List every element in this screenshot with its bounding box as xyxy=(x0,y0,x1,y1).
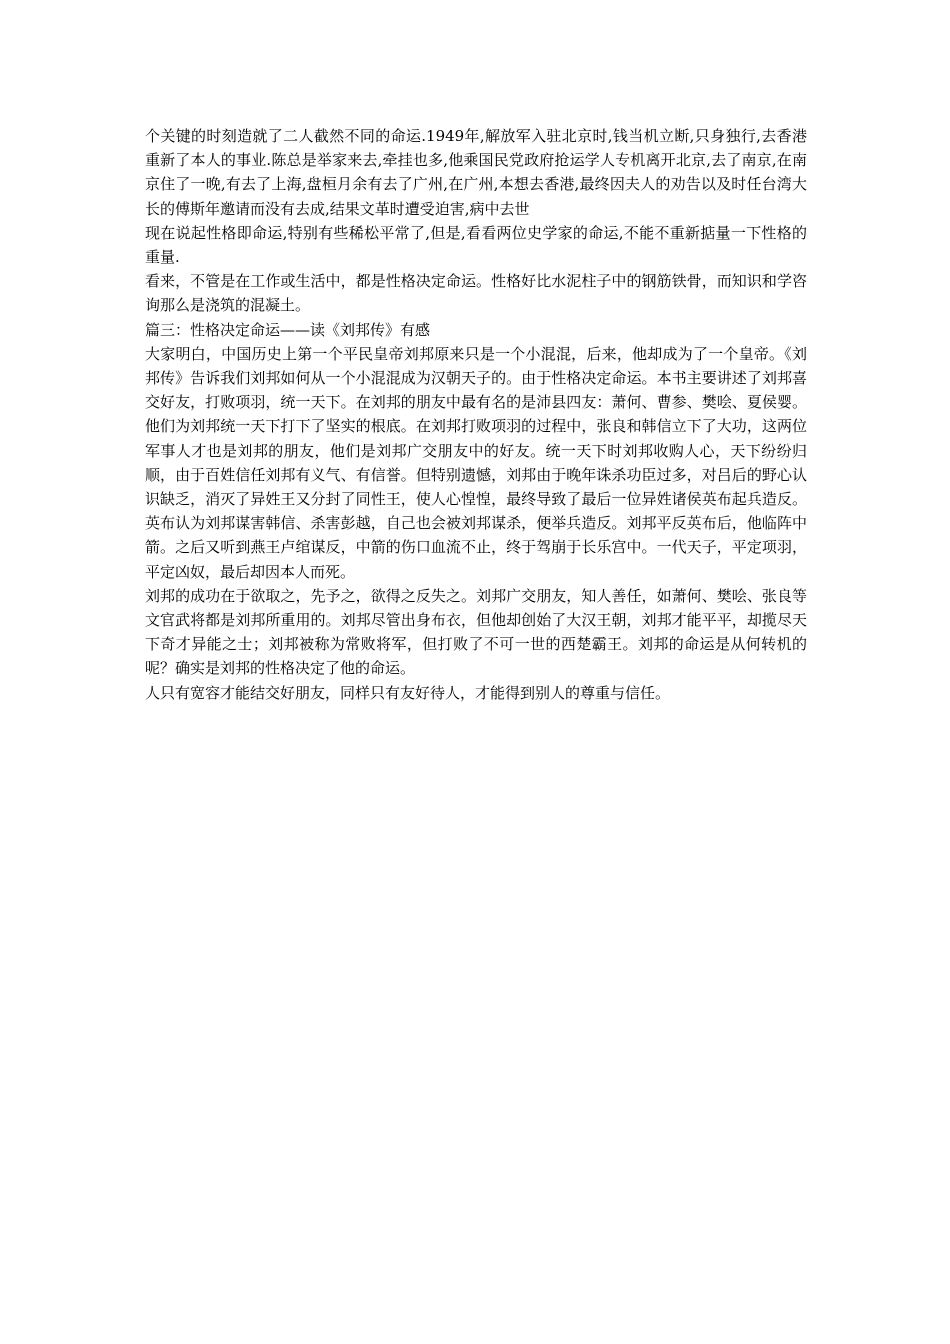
paragraph-character-decides-fate: 看来，不管是在工作或生活中，都是性格决定命运。性格好比水泥柱子中的钢筋铁骨，而知识和学咨询那么是浇筑的混凝土。 xyxy=(145,272,807,315)
paragraph-liu-bang-story: 大家明白，中国历史上第一个平民皇帝刘邦原来只是一个小混混，后来，他却成为了一个皇帝。《刘邦传》告诉我们刘邦如何从一个小混混成为汉朝天子的。由于性格决定命运。本书主要讲述了刘邦喜交好友，打败项羽，统一天下。在刘邦的朋友中最有名的是沛县四友：萧何、曹参、樊哙、夏侯婴。他们为刘邦统一天下打下了坚实的根底。在刘邦打败项羽的过程中，张良和韩信立下了大功，这两位军事人才也是刘邦的朋友，他们是刘邦广交朋友中的好友。统一天下时刘邦收购人心，天下纷纷归顺，由于百姓信任刘邦有义气、有信誉。但特别遗憾，刘邦由于晚年诛杀功臣过多，对吕后的野心认识缺乏，消灭了异姓王又分封了同性王，使人心惶惶，最终导致了最后一位异姓诸侯英布起兵造反。英布认为刘邦谋害韩信、杀害彭越，自己也会被刘邦谋杀，便举兵造反。刘邦平反英布后，他临阵中箭。之后又听到燕王卢绾谋反，中箭的伤口血流不止，终于驾崩于长乐宫中。一代天子，平定项羽，平定凶奴，最后却因本人而死。 xyxy=(145,344,807,581)
paragraph-conclusion: 人只有宽容才能结交好朋友，同样只有友好待人，才能得到别人的尊重与信任。 xyxy=(145,683,671,702)
paragraph-qian-chen-fates: 个关键的时刻造就了二人截然不同的命运.1949年,解放军入驻北京时,钱当机立断,只身独行,去香港重新了本人的事业.陈总是举家来去,牵挂也多,他乘国民党政府抢运学人专机离开北京,去了南京,在南京住了一晚,有去了上海,盘桓月余有去了广州,在广州,本想去香港,最终因夫人的劝告以及时任台湾大长的傅斯年邀请而没有去成,结果文革时遭受迫害,病中去世 xyxy=(145,127,807,218)
paragraph-character-weight: 现在说起性格即命运,特别有些稀松平常了,但是,看看两位史学家的命运,不能不重新掂量一下性格的重量. xyxy=(145,223,807,267)
document-body xyxy=(145,124,807,705)
section-heading-part-three: 篇三：性格决定命运——读《刘邦传》有感 xyxy=(145,320,431,339)
paragraph-liu-bang-success: 刘邦的成功在于欲取之，先予之，欲得之反失之。刘邦广交朋友，知人善任，如萧何、樊哙、张良等文官武将都是刘邦所重用的。刘邦尽管出身布衣，但他却创始了大汉王朝，刘邦才能平平，却揽尽天下奇才异能之士；刘邦被称为常败将军，但打败了不可一世的西楚霸王。刘邦的命运是从何转机的呢？确实是刘邦的性格决定了他的命运。 xyxy=(145,586,807,678)
